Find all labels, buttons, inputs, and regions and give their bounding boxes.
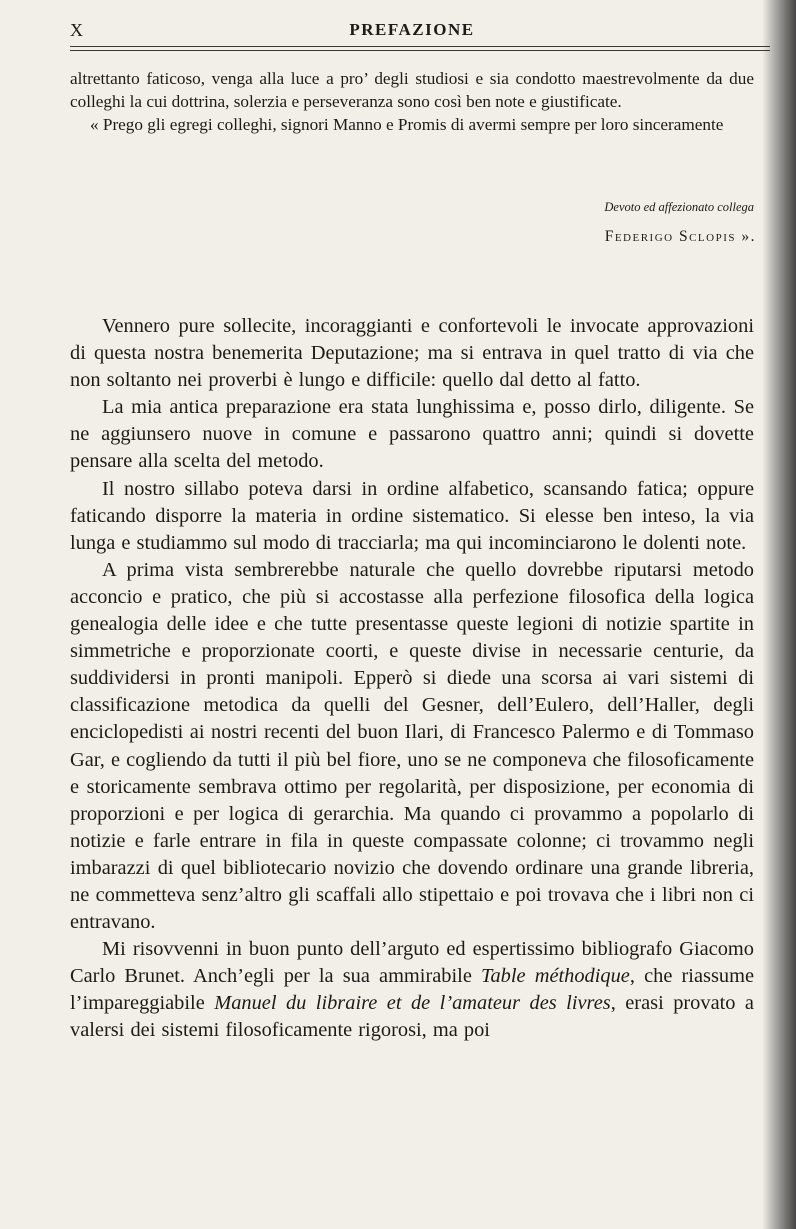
quoted-letter (70, 67, 754, 136)
text-run: Mi risovvenni in buon punto dell’arguto ed espertissimo bibliografo Giacomo Carlo Brunet. Anch’egli per la sua ammirabile (70, 938, 754, 988)
main-text (70, 313, 754, 1045)
page-number: X (70, 20, 84, 40)
body-paragraph: Il nostro sillabo poteva darsi in ordine alfabetico, scansando fatica; oppure faticando disporre la materia in ordine sistematico. Si elesse ben inteso, la via lunga e studiammo sul modo di tracciarla; ma qui incominciarono le dolenti note. (70, 477, 754, 554)
page-edge-shadow (762, 0, 796, 1229)
letter-paragraph: « Prego gli egregi colleghi, signori Manno e Promis di avermi sempre per loro sinceramente (90, 115, 724, 134)
book-title-table-methodique: Table méthodique (481, 965, 630, 988)
body-paragraph: A prima vista sembrerebbe naturale che quello dovrebbe riputarsi metodo acconcio e pratico, che più si accostasse alla perfezione filosofica della logica genealogia delle idee e che tutte presentasse queste legioni di notizie spartite in simmetriche e proporzionate coorti, e queste divise in necessarie centurie, da suddividersi in pronti manipoli. Epperò si diede una scorsa ai vari sistemi di classificazione metodica da quelli del Gesner, dell’Eulero, dell’Haller, degli enciclopedisti ai nostri recenti del buon Ilari, di Francesco Palermo e di Tommaso Gar, e cogliendo da tutti il più bel fiore, uno se ne componeva che filosoficamente e storicamente sembrava ottimo per regolarità, per disposizione, per economia di proporzioni e per logica di gerarchia. Ma quando ci provammo a popolarlo di notizie e farle entrare in fila in queste compassate colonne; ci trovammo negli imbarazzi di quel bibliotecario novizio che dovendo ordinare una grande libreria, ne commetteva senz’altro gli scaffali allo stipettaio e poi trovava che i libri non ci entravano. (70, 558, 754, 934)
running-head (70, 20, 754, 46)
body-paragraph: Vennero pure sollecite, incoraggianti e confortevoli le invocate approvazioni di questa nostra benemerita Deputazione; ma si entrava in quel tratto di via che non soltanto nei proverbi è lungo e difficile: quello dal detto al fatto. (70, 315, 754, 392)
letter-closing: Devoto ed affezionato collega (604, 200, 754, 214)
body-paragraph: La mia antica preparazione era stata lunghissima e, posso dirlo, diligente. Se ne aggiunsero nuove in comune e passarono quattro anni; quindi si dovette pensare alla scelta del metodo. (70, 396, 754, 473)
body-paragraph-last (70, 936, 754, 1044)
book-title-manuel: Manuel du libraire et de l’amateur des livres (214, 992, 611, 1015)
letter-paragraph: altrettanto faticoso, venga alla luce a pro’ degli studiosi e sia condotto maestrevolmente da due colleghi la cui dottrina, solerzia e perseveranza sono così ben note e giustificate. (70, 69, 754, 111)
letter-signature: Federigo Sclopis ». (604, 228, 756, 245)
header-rule (70, 46, 770, 51)
text-run: , erasi provato a valersi dei sistemi filosoficamente rigorosi, ma poi (70, 992, 754, 1042)
page-title: PREFAZIONE (349, 20, 475, 39)
text-run: , che riassume l’impareggiabile (70, 965, 754, 1015)
